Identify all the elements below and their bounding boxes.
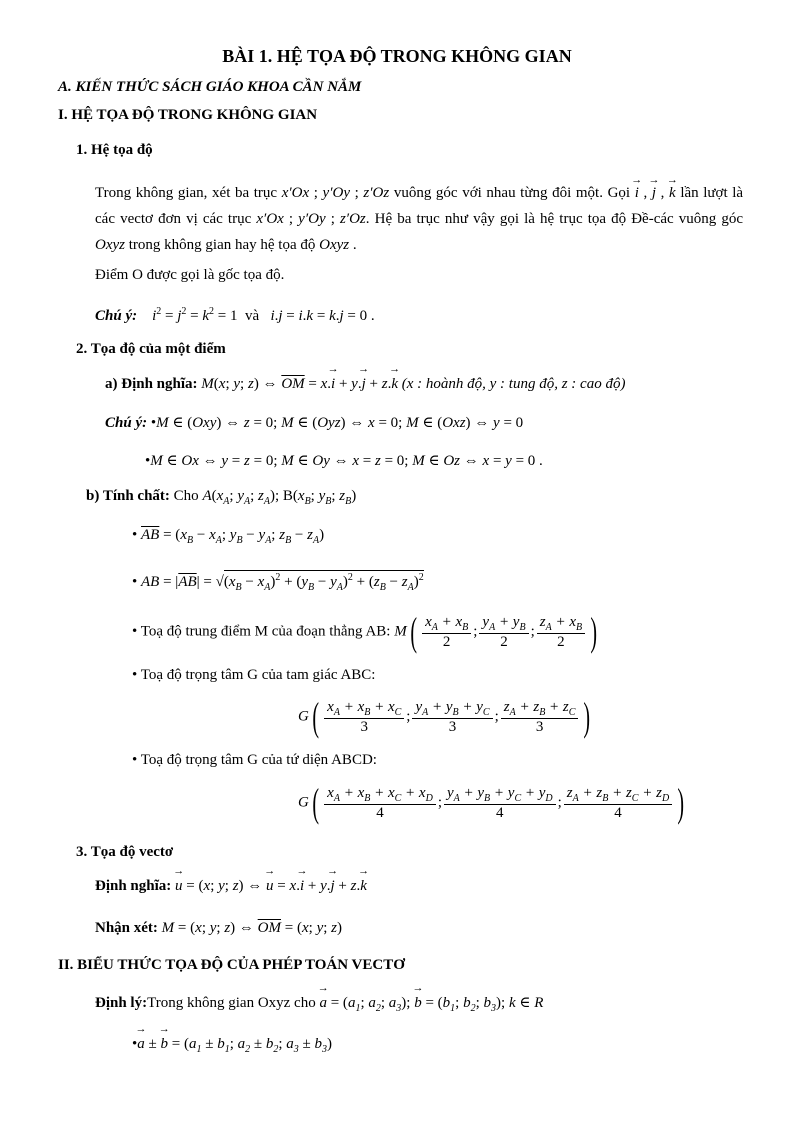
s2-length-ab: • AB = $|\overline{AB}| = √(x_B - x_A)^2 + (y_B - y_A)^2 + (z_B - z_A)^2$ <box>132 572 424 593</box>
section-ii-heading: II. BIỂU THỨC TỌA ĐỘ CỦA PHÉP TOÁN VECTƠ <box>58 957 405 973</box>
s2-vector-ab: • $\overline{AB} = (x_B - x_A$; $y_B - y_A$; $z_B - z_A$) <box>132 527 325 546</box>
s3-definition: Định nghĩa: → u = (x; y; z) ⇔ → u = x.→ i + y.→ j + z.→ k <box>95 878 367 895</box>
s2-note-line2: •M ∈ Ox ⇔ y = z = 0; M ∈ Oy ⇔ x = z = 0; M ∈ Oz ⇔ x = y = 0 . <box>145 453 543 469</box>
s2-midpoint: • Toạ độ trung điểm M của đoạn thẳng AB: M( $\frac{x_A + x_B}{2}$ ; $\frac{y_A + y_B}{2}$ ; $\frac{z_A + x_B}{2}$ ) <box>132 609 598 654</box>
s3-remark: Nhận xét: M = (x; y; z) ⇔ $\overline{OM} = (x$; y; z) <box>95 920 342 936</box>
thm-sum: •→ a ± → $b = (a_1 \pm b_1$; $a_2 \pm b_2$; $a_3 \pm b_3$) <box>132 1036 332 1055</box>
s2-centroid-tetra-label: • Toạ độ trọng tâm G của tứ diện ABCD: <box>132 752 377 768</box>
section-a-heading: A. KIẾN THỨC SÁCH GIÁO KHOA CẦN NẮM <box>58 79 362 95</box>
s2-centroid-triangle-label: • Toạ độ trọng tâm G của tam giác ABC: <box>132 667 376 683</box>
s1-origin-text: Điểm O được gọi là gốc tọa độ. <box>95 267 285 283</box>
s1-note: Chú ý: $i^2 = j^2 = k^2 = 1$ và i.j = i.k = k.j = 0 . <box>95 306 375 324</box>
s2-title: 2. Tọa độ của một điểm <box>76 341 226 357</box>
section-i-heading: I. HỆ TỌA ĐỘ TRONG KHÔNG GIAN <box>58 107 318 123</box>
s2-property: b) Tính chất: Cho $A(x_A$; $y_A$; $z_A$); $B(x_B$; $y_B$; $z_B$) <box>86 488 357 507</box>
s2-definition: a) Định nghĩa: M(x; y; z) ⇔ $\overline{OM} = x.\to i + y.\to j + z.\to k$ (x : hoành độ, y : tung độ, z : cao độ) <box>105 376 625 393</box>
thm-statement: Định lý:Trong không gian Oxyz cho → $a = (a_1$; $a_2$; $a_3$); → $b = (b_1$; $b_2$; $b_3$); k ∈ R <box>95 993 543 1014</box>
s2-centroid-tetra-formula: G( $\frac{x_A + x_B + x_C + x_D}{4}$ ; $\frac{y_A + y_B + y_C + y_D}{4}$ ; $\frac{z_A + z_B + z_C + z_D}{4}$ ) <box>298 780 685 825</box>
s1-paragraph: Trong không gian, xét ba trục x′Ox ; y′Oy ; z′Oz vuông góc với nhau từng đôi một. Gọi → i , → j , → k lần lượt là các vectơ đơn vị các trục x′Ox ; y′Oy ; z′Oz. Hệ ba trục như vậy gọi là hệ trục tọa độ Đề-các vuông góc Oxyz trong không gian hay hệ tọa độ Oxyz . <box>95 180 743 258</box>
s1-title: 1. Hệ tọa độ <box>76 142 153 158</box>
s3-title: 3. Tọa độ vectơ <box>76 844 174 860</box>
s2-note-line1: Chú ý: •M ∈ (Oxy) ⇔ z = 0; M ∈ (Oyz) ⇔ x = 0; M ∈ (Oxz) ⇔ y = 0 <box>105 415 524 431</box>
page-title: BÀI 1. HỆ TỌA ĐỘ TRONG KHÔNG GIAN <box>222 46 572 66</box>
s2-centroid-triangle-formula: G( $\frac{x_A + x_B + x_C}{3}$ ; $\frac{y_A + y_B + y_C}{3}$ ; $\frac{z_A + z_B + z_C}{3}$ ) <box>298 694 591 739</box>
